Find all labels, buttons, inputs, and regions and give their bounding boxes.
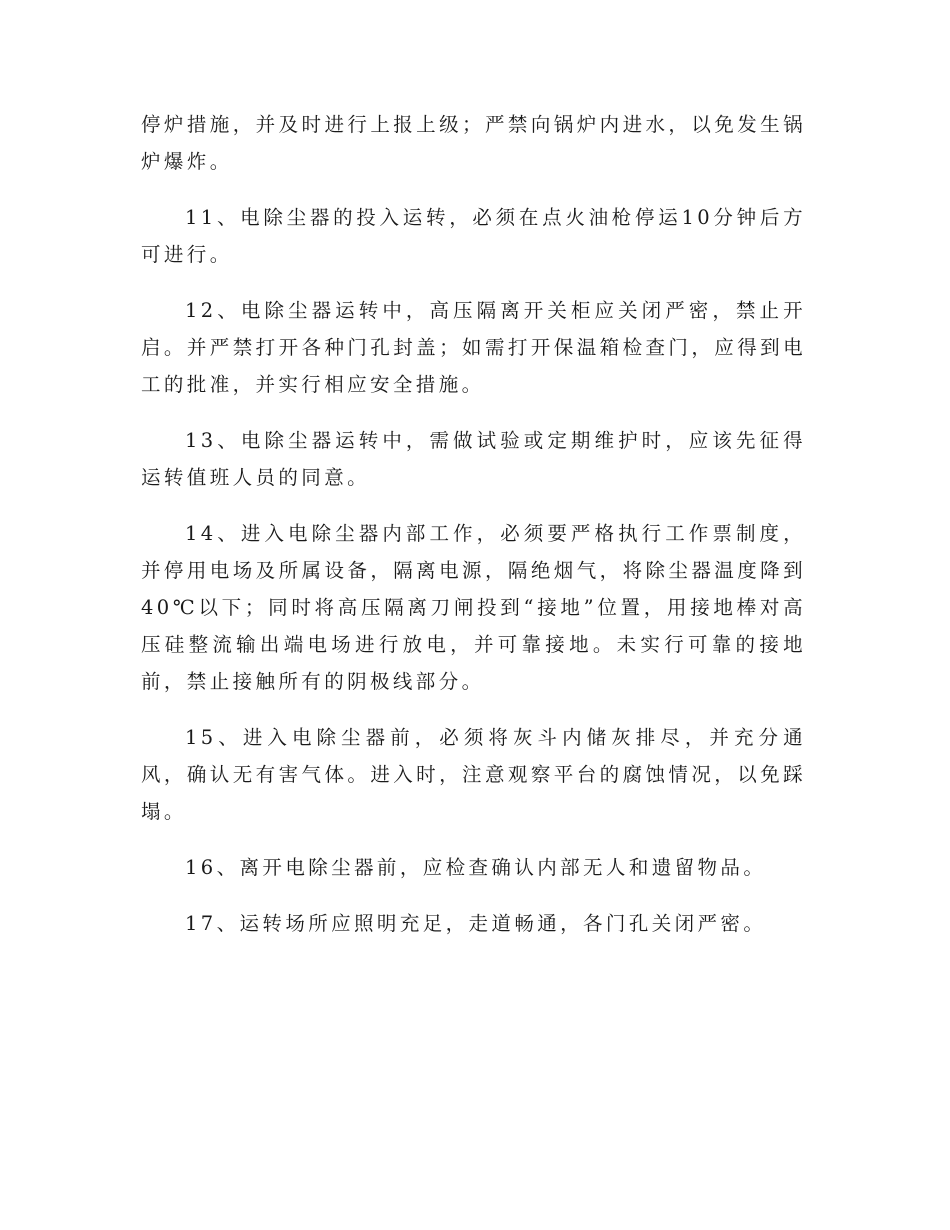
paragraph-item-14: 14、进入电除尘器内部工作，必须要严格执行工作票制度，并停用电场及所属设备，隔离电源，隔绝烟气，将除尘器温度降到40℃以下；同时将高压隔离刀闸投到“接地”位置，用接地棒对高压硅整流输出端电场进行放电，并可靠接地。未实行可靠的接地前，禁止接触所有的阴极线部分。	[141, 522, 806, 693]
document-page	[141, 106, 806, 961]
paragraph-item-15: 15、进入电除尘器前，必须将灰斗内储灰排尽，并充分通风，确认无有害气体。进入时，注意观察平台的腐蚀情况，以免踩塌。	[141, 726, 806, 823]
paragraph-item-12: 12、电除尘器运转中，高压隔离开关柜应关闭严密，禁止开启。并严禁打开各种门孔封盖；如需打开保温箱检查门，应得到电工的批准，并实行相应安全措施。	[141, 299, 806, 396]
paragraph-item-17: 17、运转场所应照明充足，走道畅通，各门孔关闭严密。	[185, 912, 767, 935]
paragraph-item-11: 11、电除尘器的投入运转，必须在点火油枪停运10分钟后方可进行。	[141, 206, 806, 266]
paragraph-continuation: 停炉措施，并及时进行上报上级；严禁向锅炉内进水，以免发生锅炉爆炸。	[141, 113, 806, 173]
paragraph-item-13: 13、电除尘器运转中，需做试验或定期维护时，应该先征得运转值班人员的同意。	[141, 429, 806, 489]
paragraph-item-16: 16、离开电除尘器前，应检查确认内部无人和遗留物品。	[185, 856, 767, 879]
